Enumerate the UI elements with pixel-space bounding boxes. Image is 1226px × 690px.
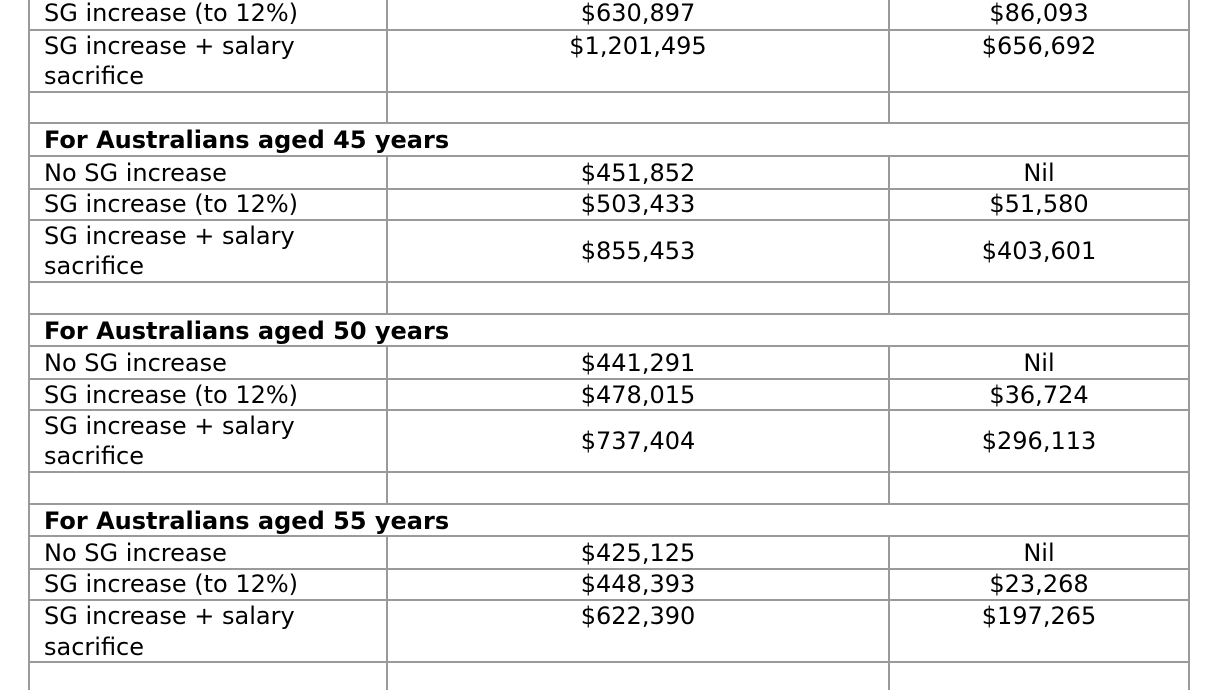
spacer-row	[28, 283, 1190, 313]
difference-value: Nil	[1023, 539, 1055, 567]
row-divider	[388, 409, 888, 411]
row-divider	[890, 409, 1188, 411]
row-label-line1: SG increase + salary	[44, 602, 295, 630]
section-title: For Australians aged 50 years	[44, 317, 450, 345]
section-title: For Australians aged 45 years	[44, 126, 450, 154]
row-label-line2: sacrifice	[44, 442, 145, 470]
section-body	[28, 537, 1190, 661]
section-header-row	[28, 315, 1190, 345]
difference-value: Nil	[1023, 159, 1055, 187]
difference-value: $296,113	[981, 427, 1097, 455]
balance-value: $425,125	[580, 539, 696, 567]
section-header-row	[28, 124, 1190, 155]
difference-value: $86,093	[989, 0, 1089, 27]
balance-value: $622,390	[580, 602, 696, 630]
difference-value: $197,265	[981, 602, 1097, 630]
difference-value: $403,601	[981, 237, 1097, 265]
row-divider	[388, 219, 888, 221]
difference-value: $656,692	[981, 32, 1097, 60]
section-title: For Australians aged 55 years	[44, 507, 450, 535]
row-divider	[890, 219, 1188, 221]
table-row	[28, 31, 1190, 91]
difference-value: $51,580	[989, 190, 1089, 218]
spacer-row	[28, 473, 1190, 503]
balance-value: $1,201,495	[569, 32, 707, 60]
section-header-row	[28, 505, 1190, 535]
balance-value: $737,404	[580, 427, 696, 455]
balance-value: $451,852	[580, 159, 696, 187]
row-label-line1: SG increase + salary	[44, 412, 295, 440]
section-body	[28, 157, 1190, 281]
balance-value: $478,015	[580, 381, 696, 409]
row-label: SG increase (to 12%)	[44, 570, 299, 598]
spacer-row	[28, 93, 1190, 122]
row-label: No SG increase	[44, 349, 227, 377]
table-row	[28, 0, 1190, 30]
balance-value: $855,453	[580, 237, 696, 265]
balance-value: $441,291	[580, 349, 696, 377]
row-label-line1: SG increase + salary	[44, 32, 295, 60]
balance-value: $630,897	[580, 0, 696, 27]
row-label-line2: sacrifice	[44, 633, 145, 661]
row-label: No SG increase	[44, 159, 227, 187]
spacer-row	[28, 663, 1190, 690]
row-label: SG increase (to 12%)	[44, 0, 299, 27]
row-label-line2: sacrifice	[44, 252, 145, 280]
row-label: No SG increase	[44, 539, 227, 567]
difference-value: $23,268	[989, 570, 1089, 598]
row-label: SG increase (to 12%)	[44, 190, 299, 218]
balance-value: $448,393	[580, 570, 696, 598]
row-label-line1: SG increase + salary	[44, 222, 295, 250]
row-label: SG increase (to 12%)	[44, 381, 299, 409]
row-label-line2: sacrifice	[44, 62, 145, 90]
difference-value: Nil	[1023, 349, 1055, 377]
section-body	[28, 347, 1190, 471]
difference-value: $36,724	[989, 381, 1089, 409]
balance-value: $503,433	[580, 190, 696, 218]
